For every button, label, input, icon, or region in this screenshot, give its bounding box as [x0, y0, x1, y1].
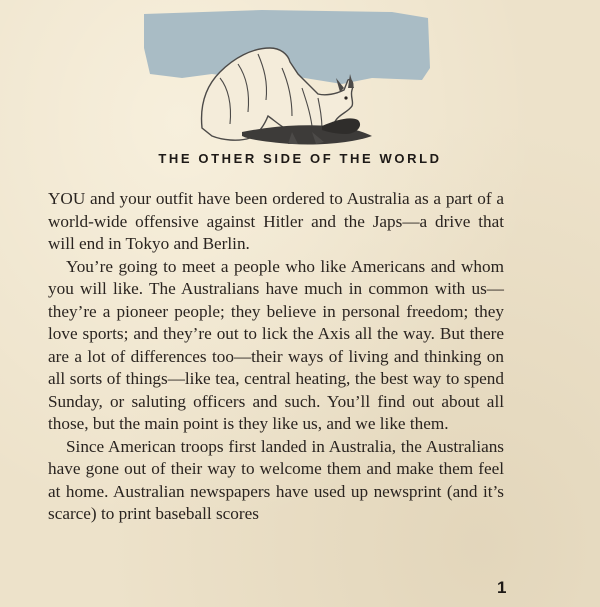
chapter-title: THE OTHER SIDE OF THE WORLD	[158, 151, 442, 166]
page-number: 1	[497, 578, 507, 597]
paragraph: You’re going to meet a people who like Americans and whom you will like. The Australians have much in common with us—they’re a pioneer people; they believe in personal freedom; they love sports; and they’re out to lick the Axis all the way. But there are a lot of differences too—their ways of living and thinking on all sorts of things—like tea, central heating, the best way to spend Sunday, or saluting officers and such. You’ll find out about all those, but the main point is they like us, and we like them.	[48, 256, 504, 433]
kangaroo-illustration	[142, 8, 432, 148]
body-text	[48, 188, 504, 526]
paragraph: Since American troops first landed in Australia, the Australians have gone out of their way to welcome them and make them feel at home. Australian newspapers have used up newsprint (and it’s scarce) to print baseball scores	[48, 436, 504, 523]
paragraph: YOU and your outfit have been ordered to Australia as a part of a world-wide offensive against Hitler and the Japs—a drive that will end in Tokyo and Berlin.	[48, 189, 504, 253]
